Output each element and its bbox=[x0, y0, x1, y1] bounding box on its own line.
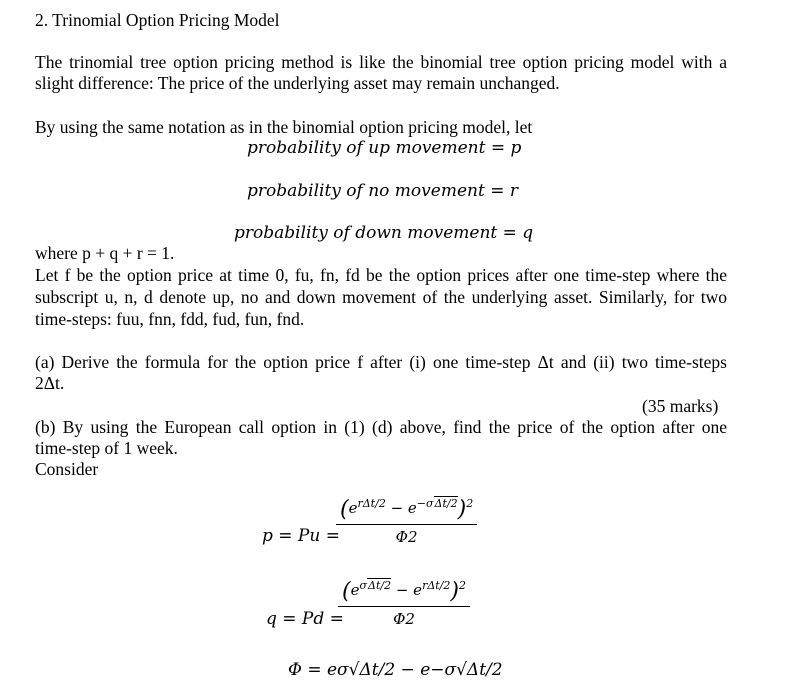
marks-label: (35 marks) bbox=[642, 396, 719, 416]
notation-intro: By using the same notation as in the binomial option pricing model, let bbox=[35, 117, 533, 137]
part-b-line-1: (b) By using the European call option in (1) (d) above, find the price of the option after one bbox=[35, 417, 727, 437]
prob-down-equation: probability of down movement = q bbox=[234, 223, 534, 243]
q-formula-denominator: Φ2 bbox=[393, 610, 415, 628]
p-formula-lhs: p = Pu = bbox=[262, 526, 340, 546]
prob-no-equation: probability of no movement = r bbox=[247, 181, 518, 201]
p-formula-fraction: $\frac{(e^{r\Delta t/2} - e^{-\sigma\Delta t/2})^2}{\Phi 2}$ bbox=[336, 497, 477, 546]
intro-line-2: slight difference: The price of the underlying asset may remain unchanged. bbox=[35, 73, 560, 93]
part-b-line-3: Consider bbox=[35, 459, 99, 479]
let-line-1: Let f be the option price at time 0, fu, fn, fd be the option prices after one time-step where the bbox=[35, 265, 727, 285]
section-heading: 2. Trinomial Option Pricing Model bbox=[35, 10, 280, 30]
where-line: where p + q + r = 1. bbox=[35, 243, 175, 263]
intro-line-1: The trinomial tree option pricing method is like the binomial tree option pricing model with a bbox=[35, 52, 727, 72]
prob-up-equation: probability of up movement = p bbox=[247, 138, 522, 158]
phi-definition: Φ = eσ√Δt/2 − e−σ√Δt/2 bbox=[288, 660, 503, 680]
p-formula-denominator: Φ2 bbox=[395, 528, 418, 546]
part-a-line-2: 2Δt. bbox=[35, 373, 65, 393]
let-line-2: subscript u, n, d denote up, no and down movement of the underlying asset. Similarly, for two bbox=[35, 287, 727, 307]
q-formula-lhs: q = Pd = bbox=[266, 609, 344, 629]
q-formula-fraction: $\frac{(e^{\sigma\Delta t/2} - e^{r\Delta t/2})^2}{\Phi 2}$ bbox=[338, 579, 470, 628]
part-b-line-2: time-step of 1 week. bbox=[35, 438, 178, 458]
part-a-line-1: (a) Derive the formula for the option price f after (i) one time-step Δt and (ii) two time-steps bbox=[35, 352, 727, 372]
let-line-3: time-steps: fuu, fnn, fdd, fud, fun, fnd. bbox=[35, 309, 305, 329]
